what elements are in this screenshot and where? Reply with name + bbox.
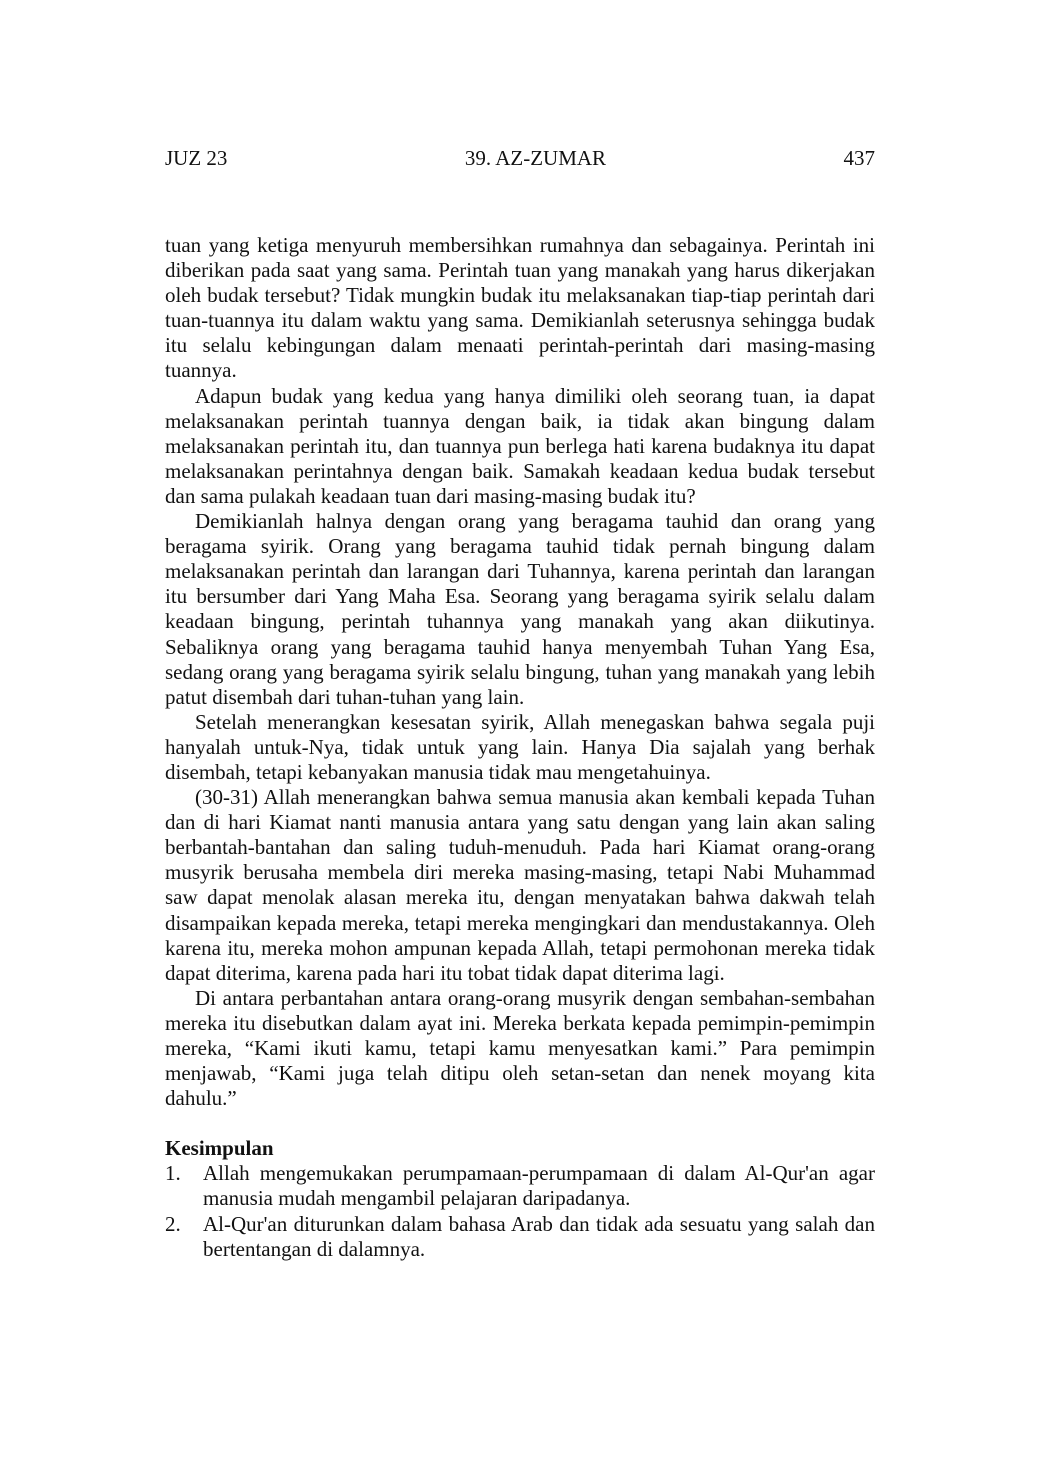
summary-heading: Kesimpulan: [165, 1136, 274, 1161]
body-text: [165, 233, 875, 1262]
paragraph-verse-30-31: (30-31) Allah menerangkan bahwa semua manusia akan kembali kepada Tuhan dan di hari Kiamat nanti manusia antara yang satu dengan yang lain akan saling berbantah-bantahan dan saling tuduh-menuduh. Pada hari Kiamat orang-orang musyrik berusaha membela diri mereka masing-masing, tetapi Nabi Muhammad saw dapat menolak alasan mereka itu, dengan menyatakan bahwa dakwah telah disampaikan kepada mereka, tetapi mereka mengingkari dan mendustakannya. Oleh karena itu, mereka mohon ampunan kepada Allah, tetapi permohonan mereka tidak dapat diterima, karena pada hari itu tobat tidak dapat diterima lagi.: [165, 785, 875, 985]
summary-list: [165, 1161, 875, 1261]
paragraph-dispute: Di antara perbantahan antara orang-orang musyrik dengan sembahan-sembahan mereka itu disebutkan dalam ayat ini. Mereka berkata kepada pemimpin-pemimpin mereka, “Kami ikuti kamu, tetapi kamu menyesatkan kami.” Para pemimpin menjawab, “Kami juga telah ditipu oleh setan-setan dan nenek moyang kita dahulu.”: [165, 985, 875, 1111]
running-header: [165, 140, 875, 176]
surah-title: 39. AZ-ZUMAR: [464, 146, 607, 170]
paragraph-praise: Setelah menerangkan kesesatan syirik, Allah menegaskan bahwa segala puji hanyalah untuk-Nya, tidak untuk yang lain. Hanya Dia sajalah yang berhak disembah, tetapi kebanyakan manusia tidak mau mengetahuinya.: [165, 709, 875, 784]
summary-item-text: Allah mengemukakan perumpamaan-perumpamaan di dalam Al-Qur'an agar manusia mudah mengambil pelajaran daripadanya.: [203, 1161, 875, 1211]
document-page: [165, 140, 875, 1262]
page-number: 437: [843, 146, 875, 170]
juz-label: JUZ 23: [165, 146, 228, 170]
summary-item-2: [165, 1212, 875, 1262]
summary-item-1: [165, 1161, 875, 1211]
paragraph-second-slave: Adapun budak yang kedua yang hanya dimiliki oleh seorang tuan, ia dapat melaksanakan perintah tuannya dengan baik, ia tidak akan bingung dalam melaksanakan perintah itu, dan tuannya pun berlega hati karena budaknya itu dapat melaksanakan perintahnya dengan baik. Samakah keadaan kedua budak tersebut dan sama pulakah keadaan tuan dari masing-masing budak itu?: [165, 383, 875, 508]
summary-item-number: 2.: [165, 1211, 181, 1236]
summary-item-number: 1.: [165, 1161, 181, 1186]
paragraph-tauhid-syirik: Demikianlah halnya dengan orang yang beragama tauhid dan orang yang beragama syirik. Orang yang beragama tauhid tidak pernah bingung dalam melaksanakan perintah dan larangan dari Tuhannya, karena perintah dan larangan itu bersumber dari Yang Maha Esa. Seorang yang beragama syirik selalu dalam keadaan bingung, perintah tuhannya yang manakah yang akan diikutinya. Sebaliknya orang yang beragama tauhid hanya menyembah Tuhan Yang Esa, sedang orang yang beragama syirik selalu bingung, tuhan yang manakah yang lebih patut disembah dari tuhan-tuhan yang lain.: [165, 509, 875, 709]
summary-item-text: Al-Qur'an diturunkan dalam bahasa Arab dan tidak ada sesuatu yang salah dan bertentangan di dalamnya.: [203, 1211, 875, 1261]
paragraph-continuation: tuan yang ketiga menyuruh membersihkan rumahnya dan sebagainya. Perintah ini diberikan pada saat yang sama. Perintah tuan yang manakah yang harus dikerjakan oleh budak tersebut? Tidak mungkin budak itu melaksanakan tiap-tiap perintah dari tuan-tuannya itu dalam waktu yang sama. Demikianlah seterusnya sehingga budak itu selalu kebingungan dalam menaati perintah-perintah dari masing-masing tuannya.: [165, 233, 875, 383]
